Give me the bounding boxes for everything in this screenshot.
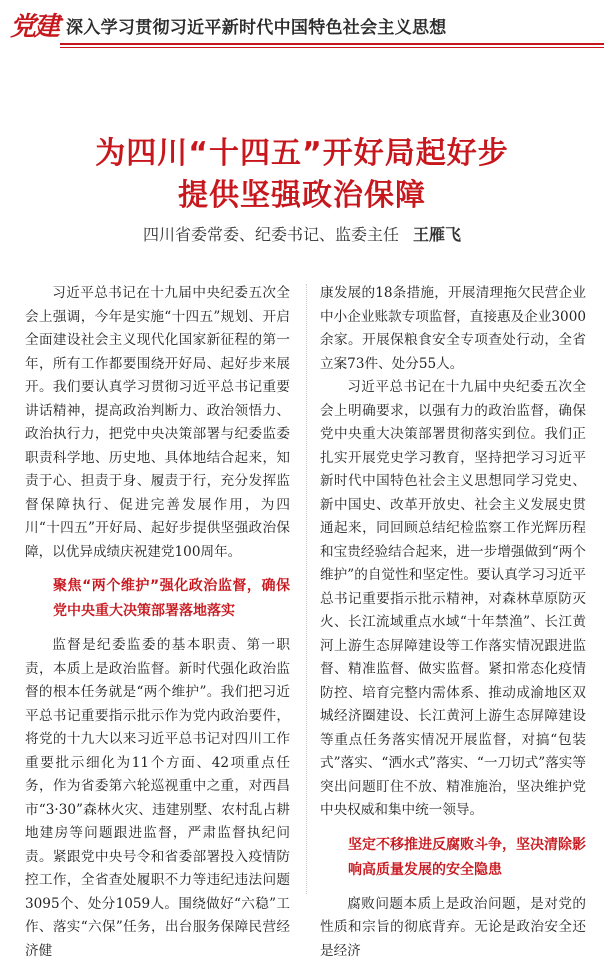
paragraph-supervision: 监督是纪委监委的基本职责、第一职责，本质上是政治监督。新时代强化政治监督的根本任务就是“两个维护”。我们把习近平总书记重要指示批示作为党内政治要件，将党的十九大以来习近平总书记对四川工作重要批示细化为11个方面、42项重点任务，作为省委第六轮巡视重中之重，对西昌市“3·30”森林火灾、违建别墅、农村乱占耕地建房等问题跟进监督，严肃监督执纪问责。紧跟党中央号令和省委部署投入疫情防控工作，全省查处履职不力等违纪违法问题3095个、处分1059人。围绕做好“六稳”工作、落实“六保”任务，出台服务保障民营经济健	[25, 634, 290, 963]
article-title-line2: 提供坚强政治保障	[0, 170, 604, 214]
header-rule-thin	[60, 47, 604, 48]
paragraph-plenary: 习近平总书记在十九届中央纪委五次全会上明确要求，以强有力的政治监督，确保党中央重大决策部署贯彻落实到位。我们正扎实开展党史学习教育，坚持把学习习近平新时代中国特色社会主义思想同学习党史、新中国史、改革开放史、社会主义发展史贯通起来，同回顾总结纪检监察工作光辉历程和宝贵经验结合起来，进一步增强做到“两个维护”的自觉性和坚定性。要认真学习习近平总书记重要指示批示精神，对森林草原防灭火、长江流域重点水域“十年禁渔”、长江黄河上游生态屏障建设等工作落实情况跟进监督、精准监督、做实监督。紧扣常态化疫情防控、培育完整内需体系、推动成渝地区双城经济圈建设、长江黄河上游生态屏障建设等重点任务落实情况开展监督，对搞“包装式”落实、“洒水式”落实、“一刀切式”落实等突出问题盯住不放、精准施治，坚决维护党中央权威和集中统一领导。	[320, 376, 586, 823]
author-role: 四川省委常委、纪委书记、监委主任	[143, 225, 399, 244]
page-header	[0, 0, 604, 56]
author-name: 王雁飞	[413, 225, 461, 244]
paragraph-intro: 习近平总书记在十九届中央纪委五次全会上强调，今年是实施“十四五”规划、开启全面建设社会主义现代化国家新征程的第一年，所有工作都要围绕开好局、起好步来展开。我们要认真学习贯彻习近平总书记重要讲话精神，提高政治判断力、政治领悟力、政治执行力，把党中央决策部署与纪委监委职责科学地、历史地、具体地结合起来，知责于心、担责于身、履责于行，充分发挥监督保障执行、促进完善发展作用，为四川“十四五”开好局、起好步提供坚强政治保障，以优异成绩庆祝建党100周年。	[25, 282, 290, 564]
right-column	[320, 282, 586, 963]
byline	[0, 222, 604, 245]
header-rule	[60, 43, 604, 45]
section-heading-1: 聚焦“两个维护”强化政治监督，确保党中央重大决策部署落地落实	[25, 574, 290, 624]
paragraph-supervision-cont: 康发展的18条措施，开展清理拖欠民营企业中小企业账款专项监督，直接惠及企业3000余家。开展保粮食安全专项查处行动，全省立案73件、处分55人。	[320, 282, 586, 376]
article-title-line1: 为四川“十四五”开好局起好步	[0, 128, 604, 172]
column-divider	[306, 284, 307, 894]
left-column	[25, 282, 290, 963]
paragraph-corruption: 腐败问题本质上是政治问题，是对党的性质和宗旨的彻底背弃。无论是政治安全还是经济	[320, 893, 586, 963]
column-title: 深入学习贯彻习近平新时代中国特色社会主义思想	[66, 13, 447, 38]
party-building-logo: 党建	[10, 6, 58, 43]
section-heading-2: 坚定不移推进反腐败斗争，坚决清除影响高质量发展的安全隐患	[320, 833, 586, 883]
